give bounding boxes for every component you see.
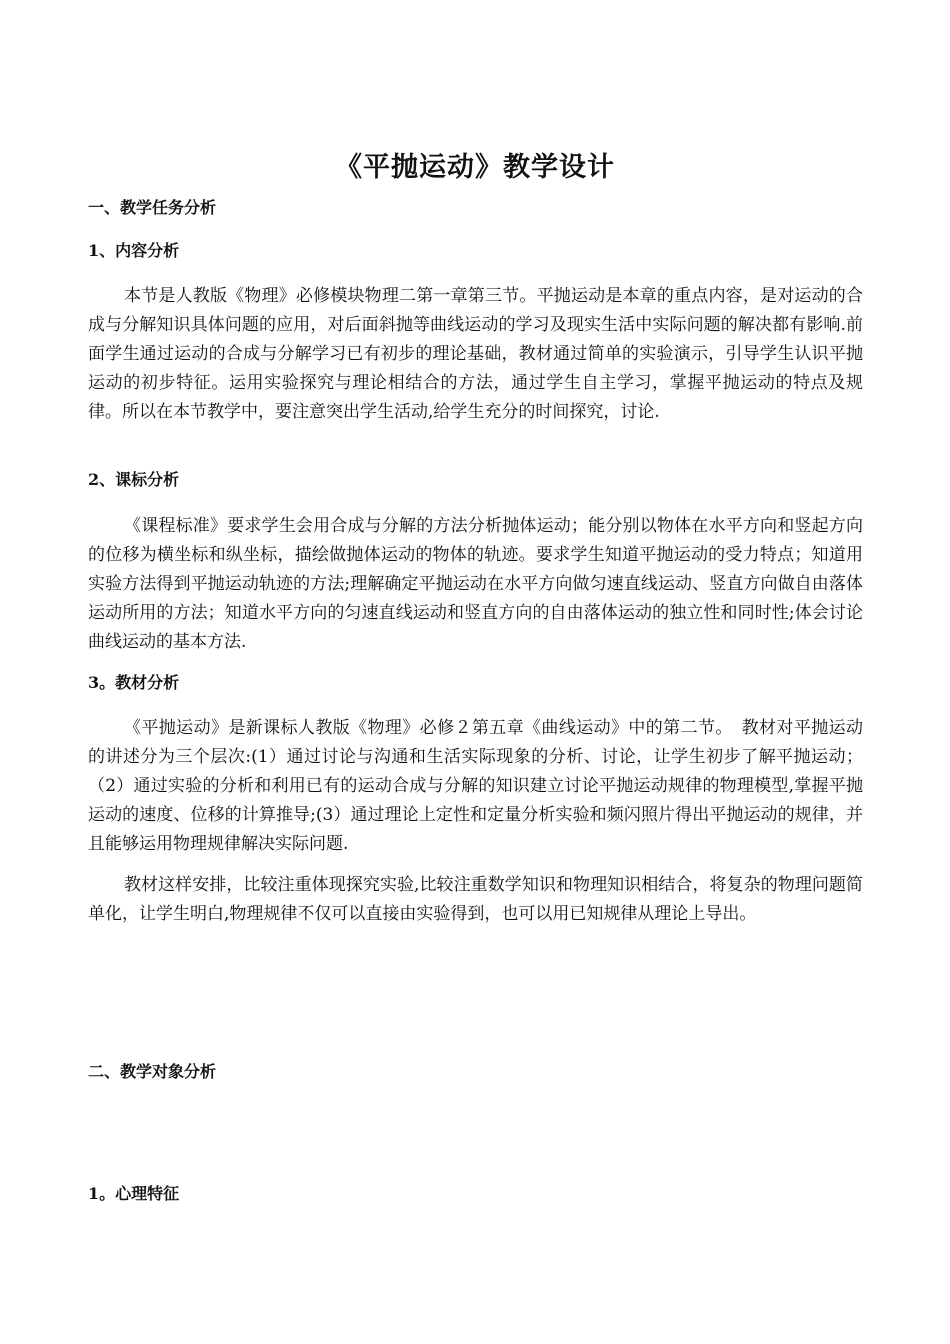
subsection-heading-textbook-analysis: 3。教材分析 — [88, 673, 180, 692]
subsection-heading-psychological-traits: 1。心理特征 — [88, 1184, 180, 1203]
section-heading-teaching-task-analysis: 一、教学任务分析 — [88, 198, 217, 217]
subsection-heading-content-analysis: 1、内容分析 — [88, 241, 180, 260]
section-heading-student-analysis: 二、教学对象分析 — [88, 1062, 217, 1081]
document-title: 《平抛运动》教学设计 — [335, 152, 615, 184]
paragraph-textbook-arrangement: 教材这样安排，比较注重体现探究实验,比较注重数学知识和物理知识相结合，将复杂的物理问题简单化，让学生明白,物理规律不仅可以直接由实验得到，也可以用已知规律从理论上导出。 — [88, 875, 863, 924]
paragraph-content-analysis: 本节是人教版《物理》必修模块物理二第一章第三节。平抛运动是本章的重点内容，是对运动的合成与分解知识具体问题的应用，对后面斜抛等曲线运动的学习及现实生活中实际问题的解决都有影响.前面学生通过运动的合成与分解学习已有初步的理论基础，教材通过简单的实验演示，引导学生认识平抛运动的初步特征。运用实验探究与理论相结合的方法，通过学生自主学习，掌握平抛运动的特点及规律。所以在本节教学中，要注意突出学生活动,给学生充分的时间探究，讨论. — [88, 286, 863, 422]
paragraph-curriculum-analysis: 《课程标准》要求学生会用合成与分解的方法分析抛体运动；能分别以物体在水平方向和竖起方向的位移为横坐标和纵坐标，描绘做抛体运动的物体的轨迹。要求学生知道平抛运动的受力特点；知道用实验方法得到平抛运动轨迹的方法;理解确定平抛运动在水平方向做匀速直线运动、竖直方向做自由落体运动所用的方法；知道水平方向的匀速直线运动和竖直方向的自由落体运动的独立性和同时性;体会讨论曲线运动的基本方法. — [88, 516, 863, 652]
subsection-heading-curriculum-analysis: 2、课标分析 — [88, 470, 180, 489]
paragraph-textbook-analysis: 《平抛运动》是新课标人教版《物理》必修２第五章《曲线运动》中的第二节。 教材对平抛运动的讲述分为三个层次:(1）通过讨论与沟通和生活实际现象的分析、讨论，让学生初步了解平抛运动；（2）通过实验的分析和利用已有的运动合成与分解的知识建立讨论平抛运动规律的物理模型,掌握平抛运动的速度、位移的计算推导;(3）通过理论上定性和定量分析实验和频闪照片得出平抛运动的规律，并且能够运用物理规律解决实际问题. — [88, 718, 863, 854]
